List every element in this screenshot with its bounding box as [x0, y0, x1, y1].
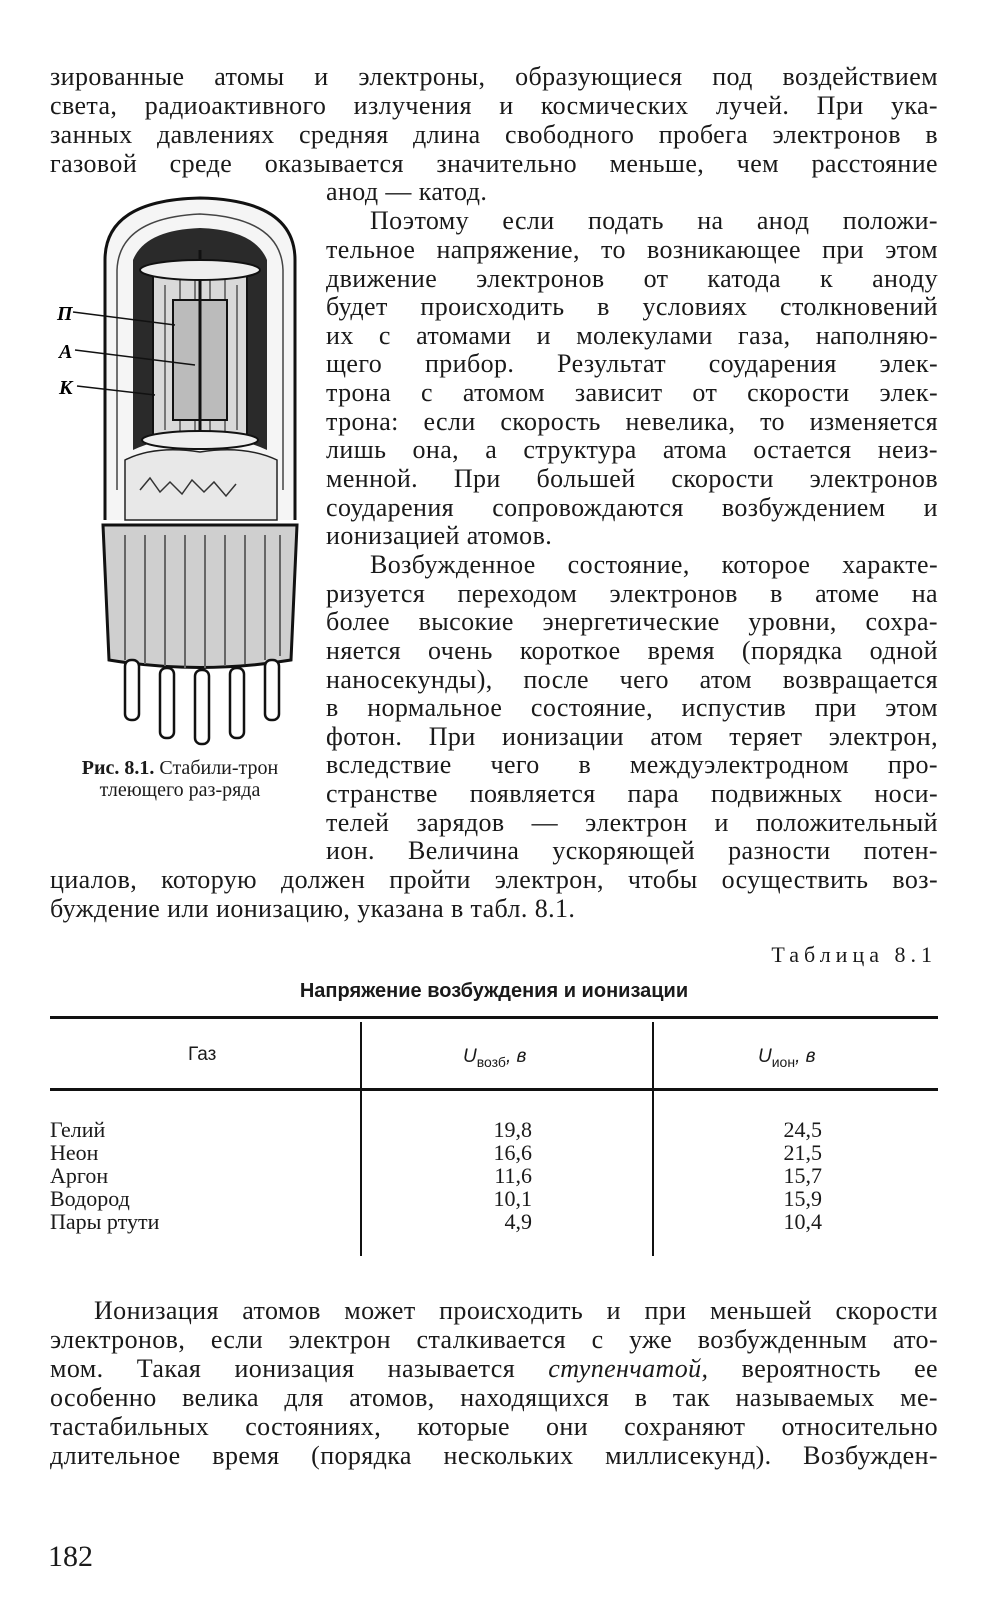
text-line: мом. Такая ионизация называется ступенчатой, вероятность ее	[50, 1354, 938, 1383]
text-line: занных давлениях средняя длина свободного пробега электронов в	[50, 120, 938, 149]
text-line: длительное время (порядка нескольких миллисекунд). Возбужден-	[50, 1441, 938, 1470]
table-cell-u-exc: 16,6	[493, 1140, 532, 1165]
text-line: телей зарядов — электрон и положительный	[326, 808, 938, 837]
table-cell-u-ion: 15,7	[783, 1163, 822, 1188]
table-cell-u-ion: 24,5	[783, 1117, 822, 1142]
text-line: газовой среде оказывается значительно меньше, чем расстояние	[50, 149, 938, 178]
text-line: лишь она, а структура атома остается неиз-	[326, 435, 938, 464]
text-line: соударения сопровождаются возбуждением и	[326, 493, 938, 522]
text-line: особенно велика для атомов, находящихся в так называемых ме-	[50, 1383, 938, 1412]
table-cell-gas: Аргон	[50, 1163, 109, 1188]
text-line: света, радиоактивного излучения и космических лучей. При ука-	[50, 91, 938, 120]
table-title: Напряжение возбуждения и ионизации	[299, 980, 689, 1002]
text-line: странстве появляется пара подвижных носи-	[326, 779, 938, 808]
table-cell-gas: Пары ртути	[50, 1209, 160, 1234]
text-line: Поэтому если подать на анод положи-	[370, 206, 938, 235]
header-u-exc: $U_{возб}$, в	[463, 1046, 527, 1070]
text-line: трона: если скорость невелика, то изменяется	[326, 407, 938, 436]
text-line: анод — катод.	[326, 177, 488, 206]
table-cell-u-ion: 15,9	[783, 1186, 822, 1211]
table-cell-u-exc: 4,9	[504, 1209, 532, 1234]
text-line: щего прибор. Результат соударения элек-	[326, 349, 938, 378]
text-line: тельное напряжение, то возникающее при этом	[326, 235, 938, 264]
table-cell-gas: Неон	[50, 1140, 99, 1165]
table-cell-u-exc: 11,6	[494, 1163, 532, 1188]
text-line: электронов, если электрон сталкивается с уже возбужденным ато-	[50, 1325, 938, 1354]
text-line: менной. При большей скорости электронов	[326, 464, 938, 493]
table-cell-u-ion: 21,5	[783, 1140, 822, 1165]
text-line: фотон. При ионизации атом теряет электрон,	[326, 722, 938, 751]
term-stepwise: ступенчатой,	[548, 1354, 709, 1383]
text-line: их с атомами и молекулами газа, наполняю-	[326, 321, 938, 350]
text-line: трона с атомом зависит от скорости элек-	[326, 378, 938, 407]
page-number: 182	[48, 1540, 93, 1573]
table-cell-u-ion: 10,4	[783, 1209, 822, 1234]
table-cell-u-exc: 10,1	[493, 1186, 532, 1211]
label-a: А	[59, 341, 73, 363]
figure-caption-text: Стабили-трон тлеющего раз-ряда	[99, 757, 279, 801]
table-cell-gas: Водород	[50, 1186, 130, 1211]
text-line: ионизацией атомов.	[326, 521, 553, 550]
text-line: будет происходить в условиях столкновений	[326, 292, 938, 321]
table-top-rule	[50, 1016, 938, 1019]
text-line: вследствие чего в междуэлектродном про-	[326, 750, 938, 779]
text-line: наносекунды), после чего атом возвращается	[326, 665, 938, 694]
label-p: П	[57, 303, 73, 325]
table-column-divider	[652, 1022, 654, 1256]
text-line: буждение или ионизацию, указана в табл. 8.1.	[50, 894, 576, 923]
text-line: тастабильных состояниях, которые они сохраняют относительно	[50, 1412, 938, 1441]
header-u-ion: $U_{ион}$, в	[758, 1046, 816, 1070]
table-number: Таблица 8.1	[771, 942, 937, 967]
table-column-divider	[360, 1022, 362, 1256]
text-line: ион. Величина ускоряющей разности потен-	[326, 836, 938, 865]
text-line: в нормальное состояние, испустив при этом	[326, 693, 938, 722]
text-line: более высокие энергетические уровни, сохра-	[326, 607, 938, 636]
text-line: движение электронов от катода к аноду	[326, 264, 938, 293]
text-line: няется очень короткое время (порядка одной	[326, 636, 938, 665]
text-line: Ионизация атомов может происходить и при меньшей скорости	[94, 1296, 938, 1325]
text-line: Возбужденное состояние, которое характе-	[370, 550, 938, 579]
label-k: К	[59, 377, 73, 399]
table-header-rule	[50, 1088, 938, 1091]
table-cell-gas: Гелий	[50, 1117, 106, 1142]
text-line: ризуется переходом электронов в атоме на	[326, 579, 938, 608]
tube-illustration	[55, 190, 305, 750]
header-gas: Газ	[188, 1044, 217, 1065]
text-line: зированные атомы и электроны, образующиеся под воздействием	[50, 62, 938, 91]
figure-caption-label: Рис. 8.1.	[81, 757, 155, 779]
table-cell-u-exc: 19,8	[493, 1117, 532, 1142]
text-line: циалов, которую должен пройти электрон, чтобы осуществить воз-	[50, 865, 938, 894]
figure-caption	[55, 757, 305, 801]
